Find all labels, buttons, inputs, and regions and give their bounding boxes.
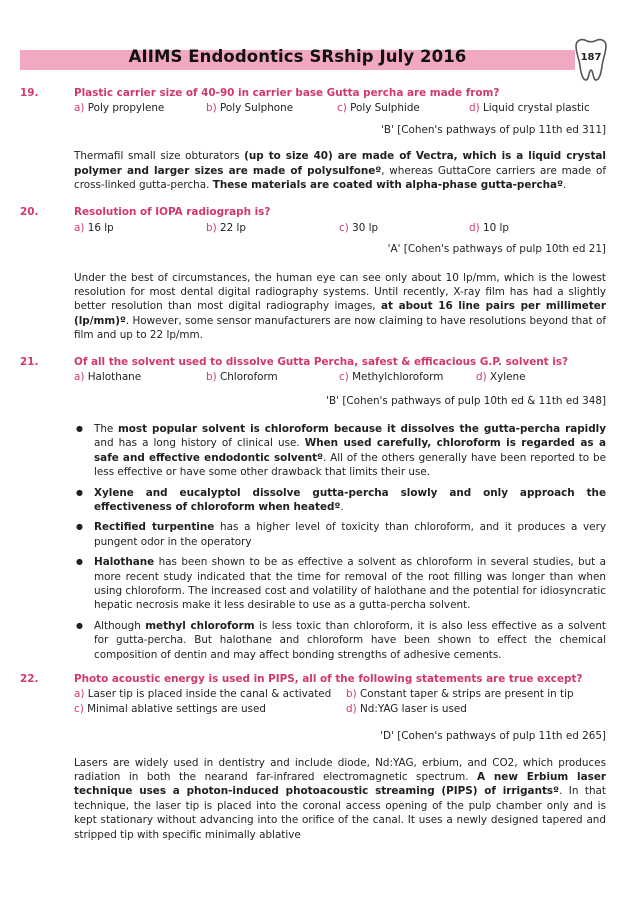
- question-heading: [20, 355, 612, 369]
- question-number: 21.: [20, 355, 39, 368]
- question-22: [20, 672, 612, 842]
- answer-reference: 'D' [Cohen's pathways of pulp 11th ed 265]: [380, 730, 606, 743]
- option-b: b) Chloroform: [206, 371, 278, 384]
- question-21: [20, 355, 612, 662]
- answer-reference: 'A' [Cohen's pathways of pulp 10th ed 21]: [387, 243, 606, 256]
- options-row: [20, 370, 612, 384]
- question-heading: [20, 205, 612, 219]
- question-text: Of all the solvent used to dissolve Gutta Percha, safest & efficacious G.P. solvent is?: [74, 355, 569, 368]
- explanation: Under the best of circumstances, the human eye can see only about 10 lp/mm, which is the lowest resolution for most dental digital radiography systems. Until recently, X-ray film has had a slightly better resolution than most digital radiography images, at about 16 line pairs per millimeter (lp/mm)º. However, some sensor manufacturers are now claiming to have resolutions beyond that of film and up to 22 lp/mm.: [74, 271, 606, 342]
- page-title: AIIMS Endodontics SRship July 2016: [128, 47, 467, 66]
- option-c: c) 30 lp: [339, 221, 379, 234]
- question-text: Resolution of IOPA radiograph is?: [74, 206, 271, 219]
- answer-reference: 'B' [Cohen's pathways of pulp 11th ed 311]: [381, 123, 606, 136]
- page-content: [20, 86, 612, 842]
- options-grid: [20, 687, 612, 716]
- option-c: c) Methylchloroform: [339, 371, 444, 384]
- option-d: d) 10 lp: [469, 221, 509, 234]
- list-item: ● Xylene and eucalyptol dissolve gutta-percha slowly and only approach the effectiveness of chloroform when heatedº.: [74, 486, 606, 515]
- question-heading: [20, 672, 612, 686]
- question-number: 22.: [20, 673, 39, 685]
- options-row: [20, 101, 612, 115]
- option-a: a) Laser tip is placed inside the canal & activated: [74, 688, 332, 701]
- explanation: Lasers are widely used in dentistry and include diode, Nd:YAG, erbium, and CO2, which produces radiation in both the nearand far-infrared electromagnetic spectrum. A new Erbium laser technique uses a photon-induced photoacoustic streaming (PIPS) of irrigantsº. In that technique, the laser tip is placed into the coronal access opening of the pulp chamber only and is kept stationary without advancing into the orifice of the canal. It uses a newly designed tapered and stripped tip with specific minimally ablative: [74, 756, 606, 841]
- question-heading: [20, 86, 612, 100]
- list-item: ● Halothane has been shown to be as effective a solvent as chloroform in several studies, but a more recent study indicated that the time for removal of the root filling was longer than when using chloroform. The increased cost and volatility of halothane and the potential for idiosyncratic hepatic necrosis make it less desirable to use as a gutta-percha solvent.: [74, 555, 606, 613]
- question-text: Photo acoustic energy is used in PIPS, all of the following statements are true except?: [74, 673, 583, 685]
- explanation-bullets: [20, 422, 612, 662]
- question-number: 20.: [20, 206, 39, 219]
- list-item: ● Rectified turpentine has a higher level of toxicity than chloroform, and it produces a very pungent odor in the operatory: [74, 520, 606, 549]
- option-c: c) Poly Sulphide: [337, 102, 420, 115]
- answer-reference: 'B' [Cohen's pathways of pulp 10th ed & 11th ed 348]: [326, 394, 606, 407]
- option-b: b) Poly Sulphone: [206, 102, 294, 115]
- option-d: d) Liquid crystal plastic: [469, 102, 590, 115]
- option-b: b) 22 lp: [206, 221, 246, 234]
- page-header: [20, 44, 618, 78]
- option-d: d) Nd:YAG laser is used: [346, 702, 467, 715]
- option-b: b) Constant taper & strips are present in tip: [346, 688, 574, 701]
- option-c: c) Minimal ablative settings are used: [74, 702, 266, 715]
- list-item: ● The most popular solvent is chloroform because it dissolves the gutta-percha rapidly and has a long history of clinical use. When used carefully, chloroform is regarded as a safe and effective endodontic solventº. All of the others generally have been reported to be less effective or have some other drawback that limits their use.: [74, 422, 606, 480]
- option-d: d) Xylene: [476, 371, 526, 384]
- list-item: ● Although methyl chloroform is less toxic than chloroform, it is also less effective as a solvent for gutta-percha. But halothane and chloroform have been shown to effect the chemical composition of dentin and may affect bonding strengths of adhesive cements.: [74, 619, 606, 662]
- option-a: a) Poly propylene: [74, 102, 165, 115]
- question-number: 19.: [20, 87, 39, 99]
- page-number: 187: [580, 52, 602, 63]
- options-row: [20, 221, 612, 235]
- question-text: Plastic carrier size of 40-90 in carrier base Gutta percha are made from?: [74, 87, 500, 99]
- question-20: [20, 205, 612, 342]
- explanation: Thermafil small size obturators (up to size 40) are made of Vectra, which is a liquid crystal polymer and larger sizes are made of polysulfoneº, whereas GuttaCore carriers are made of cross-linked gutta-percha. These materials are coated with alpha-phase gutta-perchaº.: [74, 150, 606, 192]
- question-19: [20, 86, 612, 192]
- option-a: a) 16 lp: [74, 221, 114, 234]
- option-a: a) Halothane: [74, 371, 142, 384]
